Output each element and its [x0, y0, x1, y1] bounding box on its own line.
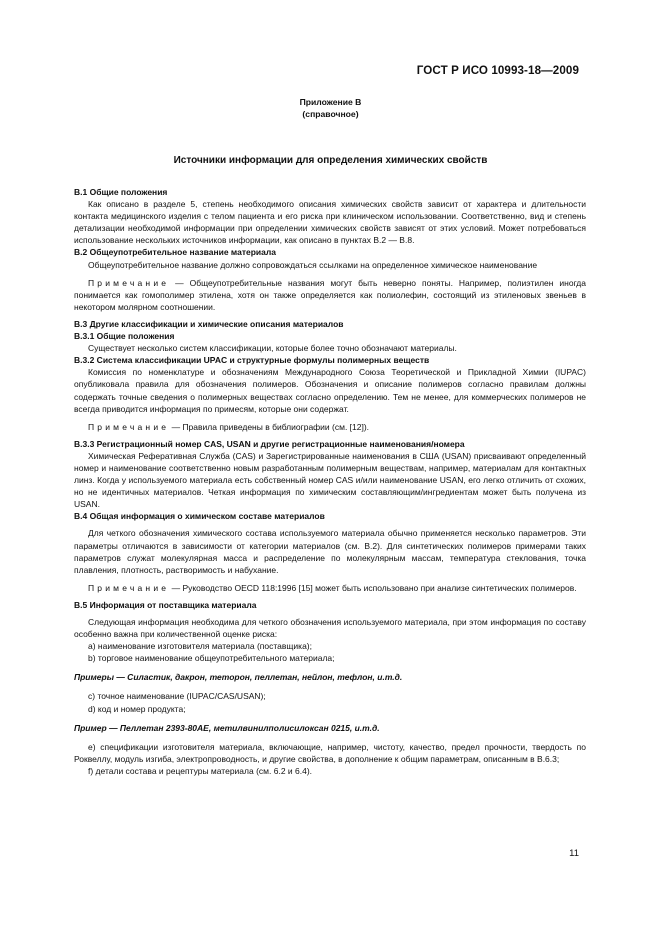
note-text: — Правила приведены в библиографии (см. [12]). — [171, 421, 370, 432]
list-item-e: е) спецификации изготовителя материала, включающие, например, чистоту, качество, предел прочности, твердость по Роквеллу, модуль изгиба, электропроводность, и другие свойства, в дополнение к общим параметрам, описанным в В.6.3; — [74, 741, 586, 764]
note-text: — Общеупотребительные названия могут быть неверно поняты. Например, полиэтилен иногда понимается как гомополимер этилена, хотя он также определяется как полиолефин, состоящий из этиленовых звеньев в некотором молярном соотношении. — [74, 277, 586, 312]
section-heading-b1: В.1 Общие положения — [74, 187, 168, 197]
standard-designation: ГОСТ Р ИСО 10993-18—2009 — [416, 64, 579, 77]
appendix-subtitle: (справочное) — [302, 109, 359, 119]
note-b2 — [74, 277, 586, 313]
section-intro-b5: Следующая информация необходима для четкого обозначения используемого материала, при этом информация по составу особенно важна при количественной оценке риска: — [74, 617, 586, 640]
list-item-d: d) код и номер продукта; — [88, 703, 186, 714]
section-heading-b4: В.4 Общая информация о химическом составе материалов — [74, 511, 325, 522]
section-text-b4: Для четкого обозначения химического состава используемого материала обычно применяется несколько параметров. Эти параметры отличаются в зависимости от категории материалов (см. В.2). Для синтетических полимеров примерами таких параметров служат молекулярная масса и распределение по молекулярным массам, температура стеклования, точка плавления, плотность, растворимость и набухание. — [74, 528, 586, 575]
note-label: Примечание — [88, 421, 170, 432]
list-item-a: а) наименование изготовителя материала (поставщика); — [88, 641, 312, 652]
section-text-b2: Общеупотребительное название должно сопровождаться ссылками на определенное химическое наименование — [88, 259, 538, 270]
appendix-title: Приложение В — [299, 97, 362, 107]
page-title: Источники информации для определения химических свойств — [173, 155, 488, 166]
appendix-header — [0, 96, 661, 120]
note-b4 — [74, 582, 586, 594]
list-item-f: f) детали состава и рецептуры материала (см. 6.2 и 6.4). — [88, 765, 313, 776]
subsection-heading-b33: В.3.3 Регистрационный номер CAS, USAN и другие регистрационные наименования/номера — [74, 438, 465, 449]
subsection-text-b32: Комиссия по номенклатуре и обозначениям Международного Союза Теоретической и Прикладной Химии (IUPAC) опубликовала правила для обозначения полимеров. Обозначения и описание полимеров согласно правилам должны содержать точные сведения о полимерных веществах согласно определению. Тем не менее, для коммерческих полимеров не всегда приводится информация по примесям, которые они содержат. — [74, 367, 586, 414]
examples-line: Примеры — Силастик, дакрон, теторон, пеллетан, нейлон, тефлон, и.т.д. — [74, 672, 403, 683]
note-label: Примечание — [88, 277, 170, 288]
note-label: Примечание — [88, 582, 170, 593]
note-text: — Руководство OECD 118:1996 [15] может быть использовано при анализе синтетических полимеров. — [171, 582, 577, 593]
section-heading-b5: В.5 Информация от поставщика материала — [74, 599, 257, 610]
section-heading-b3: В.3 Другие классификации и химические описания материалов — [74, 318, 344, 329]
page-number: 11 — [569, 848, 579, 859]
example-line: Пример — Пеллетан 2393-80АЕ, метилвинилполисилоксан 0215, и.т.д. — [74, 722, 380, 733]
subsection-heading-b32: В.3.2 Система классификации UPAC и структурные формулы полимерных веществ — [74, 355, 430, 366]
subsection-heading-b31: В.3.1 Общие положения — [74, 331, 175, 342]
list-item-b: b) торговое наименование общеупотребительного материала; — [88, 653, 335, 664]
document-body — [74, 186, 586, 777]
list-item-c: с) точное наименование (IUPAC/CAS/USAN); — [88, 691, 266, 702]
section-text-b1: Как описано в разделе 5, степень необходимого описания химических свойств зависит от характера и длительности контакта медицинского изделия с телом пациента и его риска при клиническом использовании. Соответственно, вид и степень детализации необходимой информации при определении химических свойств зависят от этих условий. Может потребоваться использование нескольких источников информации, как описано в пунктах В.2 — В.8. — [74, 199, 586, 246]
subsection-text-b31: Существует несколько систем классификации, которые более точно обозначают материалы. — [88, 343, 457, 354]
note-b32 — [74, 421, 586, 433]
section-heading-b2: В.2 Общеупотребительное название материала — [74, 247, 276, 258]
subsection-text-b33: Химическая Реферативная Служба (CAS) и Зарегистрированные наименования в США (USAN) присваивают определенный номер и наименование соответственно новым разработанным полимерным веществам, например, материалам для контактных линз. Когда у используемого материала есть собственный номер CAS и/или наименование USAN, его легко отличить от схожих, но не идентичных материалов. Четкая информация по химическим составляющим/ингредиентам может быть получена из USAN. — [74, 450, 586, 510]
